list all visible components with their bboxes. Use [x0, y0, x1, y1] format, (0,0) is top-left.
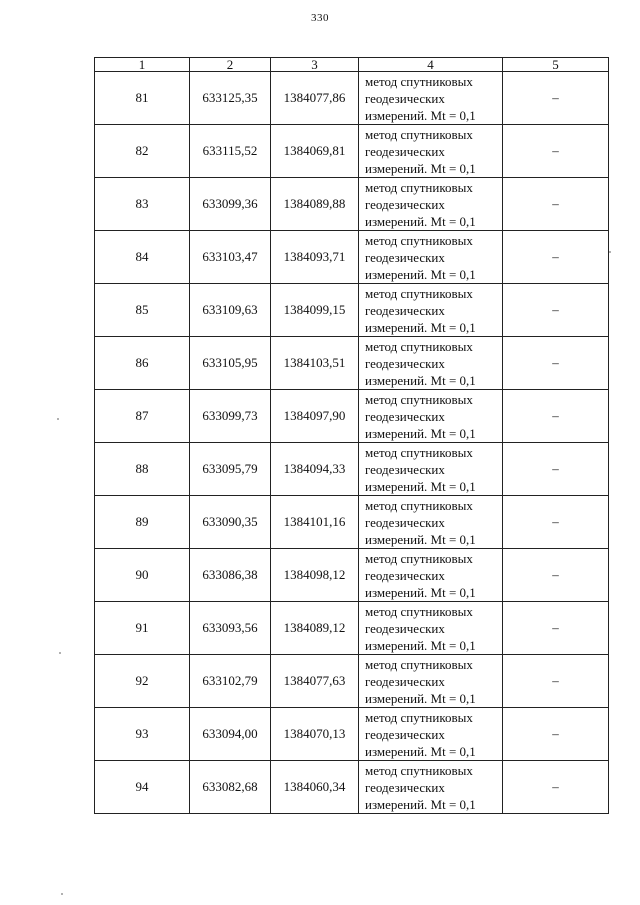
table-row	[95, 708, 609, 761]
row-number-cell: 85	[95, 284, 190, 337]
x-coordinate-cell: 633099,73	[190, 390, 271, 443]
row-number-cell: 86	[95, 337, 190, 390]
x-coordinate-cell: 633082,68	[190, 761, 271, 814]
x-coordinate-cell: 633090,35	[190, 496, 271, 549]
method-cell: метод спутниковых геодезических измерений. Mt = 0,1	[359, 390, 503, 443]
y-coordinate-cell: 1384103,51	[271, 337, 359, 390]
table-row	[95, 178, 609, 231]
method-cell: метод спутниковых геодезических измерений. Mt = 0,1	[359, 337, 503, 390]
table-row	[95, 390, 609, 443]
table-header-row	[95, 58, 609, 72]
row-number-cell: 81	[95, 72, 190, 125]
method-cell: метод спутниковых геодезических измерений. Mt = 0,1	[359, 761, 503, 814]
note-cell: –	[503, 231, 609, 284]
table-row	[95, 549, 609, 602]
method-cell: метод спутниковых геодезических измерений. Mt = 0,1	[359, 231, 503, 284]
scan-speck	[61, 893, 63, 895]
x-coordinate-cell: 633115,52	[190, 125, 271, 178]
method-cell: метод спутниковых геодезических измерений. Mt = 0,1	[359, 443, 503, 496]
note-cell: –	[503, 178, 609, 231]
x-coordinate-cell: 633125,35	[190, 72, 271, 125]
y-coordinate-cell: 1384070,13	[271, 708, 359, 761]
x-coordinate-cell: 633105,95	[190, 337, 271, 390]
y-coordinate-cell: 1384099,15	[271, 284, 359, 337]
column-header-1: 1	[95, 58, 190, 72]
method-cell: метод спутниковых геодезических измерений. Mt = 0,1	[359, 602, 503, 655]
row-number-cell: 92	[95, 655, 190, 708]
x-coordinate-cell: 633095,79	[190, 443, 271, 496]
scan-speck	[59, 652, 61, 654]
table-row	[95, 443, 609, 496]
row-number-cell: 89	[95, 496, 190, 549]
table-row	[95, 496, 609, 549]
column-header-4: 4	[359, 58, 503, 72]
table-row	[95, 125, 609, 178]
x-coordinate-cell: 633109,63	[190, 284, 271, 337]
note-cell: –	[503, 708, 609, 761]
y-coordinate-cell: 1384094,33	[271, 443, 359, 496]
y-coordinate-cell: 1384089,12	[271, 602, 359, 655]
row-number-cell: 82	[95, 125, 190, 178]
table-row	[95, 655, 609, 708]
row-number-cell: 83	[95, 178, 190, 231]
note-cell: –	[503, 761, 609, 814]
table-row	[95, 761, 609, 814]
y-coordinate-cell: 1384097,90	[271, 390, 359, 443]
method-cell: метод спутниковых геодезических измерений. Mt = 0,1	[359, 284, 503, 337]
method-cell: метод спутниковых геодезических измерений. Mt = 0,1	[359, 72, 503, 125]
row-number-cell: 87	[95, 390, 190, 443]
method-cell: метод спутниковых геодезических измерений. Mt = 0,1	[359, 549, 503, 602]
note-cell: –	[503, 496, 609, 549]
row-number-cell: 94	[95, 761, 190, 814]
method-cell: метод спутниковых геодезических измерений. Mt = 0,1	[359, 496, 503, 549]
table-row	[95, 231, 609, 284]
x-coordinate-cell: 633093,56	[190, 602, 271, 655]
note-cell: –	[503, 443, 609, 496]
scan-speck	[57, 418, 59, 420]
x-coordinate-cell: 633102,79	[190, 655, 271, 708]
column-header-2: 2	[190, 58, 271, 72]
method-cell: метод спутниковых геодезических измерений. Mt = 0,1	[359, 178, 503, 231]
table-row	[95, 284, 609, 337]
note-cell: –	[503, 72, 609, 125]
column-header-5: 5	[503, 58, 609, 72]
table-row	[95, 337, 609, 390]
row-number-cell: 88	[95, 443, 190, 496]
method-cell: метод спутниковых геодезических измерений. Mt = 0,1	[359, 708, 503, 761]
row-number-cell: 91	[95, 602, 190, 655]
y-coordinate-cell: 1384069,81	[271, 125, 359, 178]
y-coordinate-cell: 1384060,34	[271, 761, 359, 814]
scan-speck	[609, 251, 611, 253]
table-row	[95, 72, 609, 125]
note-cell: –	[503, 390, 609, 443]
page-number: 330	[311, 12, 329, 24]
method-cell: метод спутниковых геодезических измерений. Mt = 0,1	[359, 655, 503, 708]
y-coordinate-cell: 1384093,71	[271, 231, 359, 284]
y-coordinate-cell: 1384077,63	[271, 655, 359, 708]
x-coordinate-cell: 633094,00	[190, 708, 271, 761]
y-coordinate-cell: 1384077,86	[271, 72, 359, 125]
y-coordinate-cell: 1384101,16	[271, 496, 359, 549]
method-cell: метод спутниковых геодезических измерений. Mt = 0,1	[359, 125, 503, 178]
x-coordinate-cell: 633086,38	[190, 549, 271, 602]
y-coordinate-cell: 1384098,12	[271, 549, 359, 602]
note-cell: –	[503, 549, 609, 602]
note-cell: –	[503, 284, 609, 337]
coordinates-table	[94, 57, 609, 814]
table-row	[95, 602, 609, 655]
row-number-cell: 93	[95, 708, 190, 761]
x-coordinate-cell: 633103,47	[190, 231, 271, 284]
column-header-3: 3	[271, 58, 359, 72]
note-cell: –	[503, 655, 609, 708]
y-coordinate-cell: 1384089,88	[271, 178, 359, 231]
x-coordinate-cell: 633099,36	[190, 178, 271, 231]
row-number-cell: 90	[95, 549, 190, 602]
note-cell: –	[503, 602, 609, 655]
note-cell: –	[503, 337, 609, 390]
row-number-cell: 84	[95, 231, 190, 284]
note-cell: –	[503, 125, 609, 178]
